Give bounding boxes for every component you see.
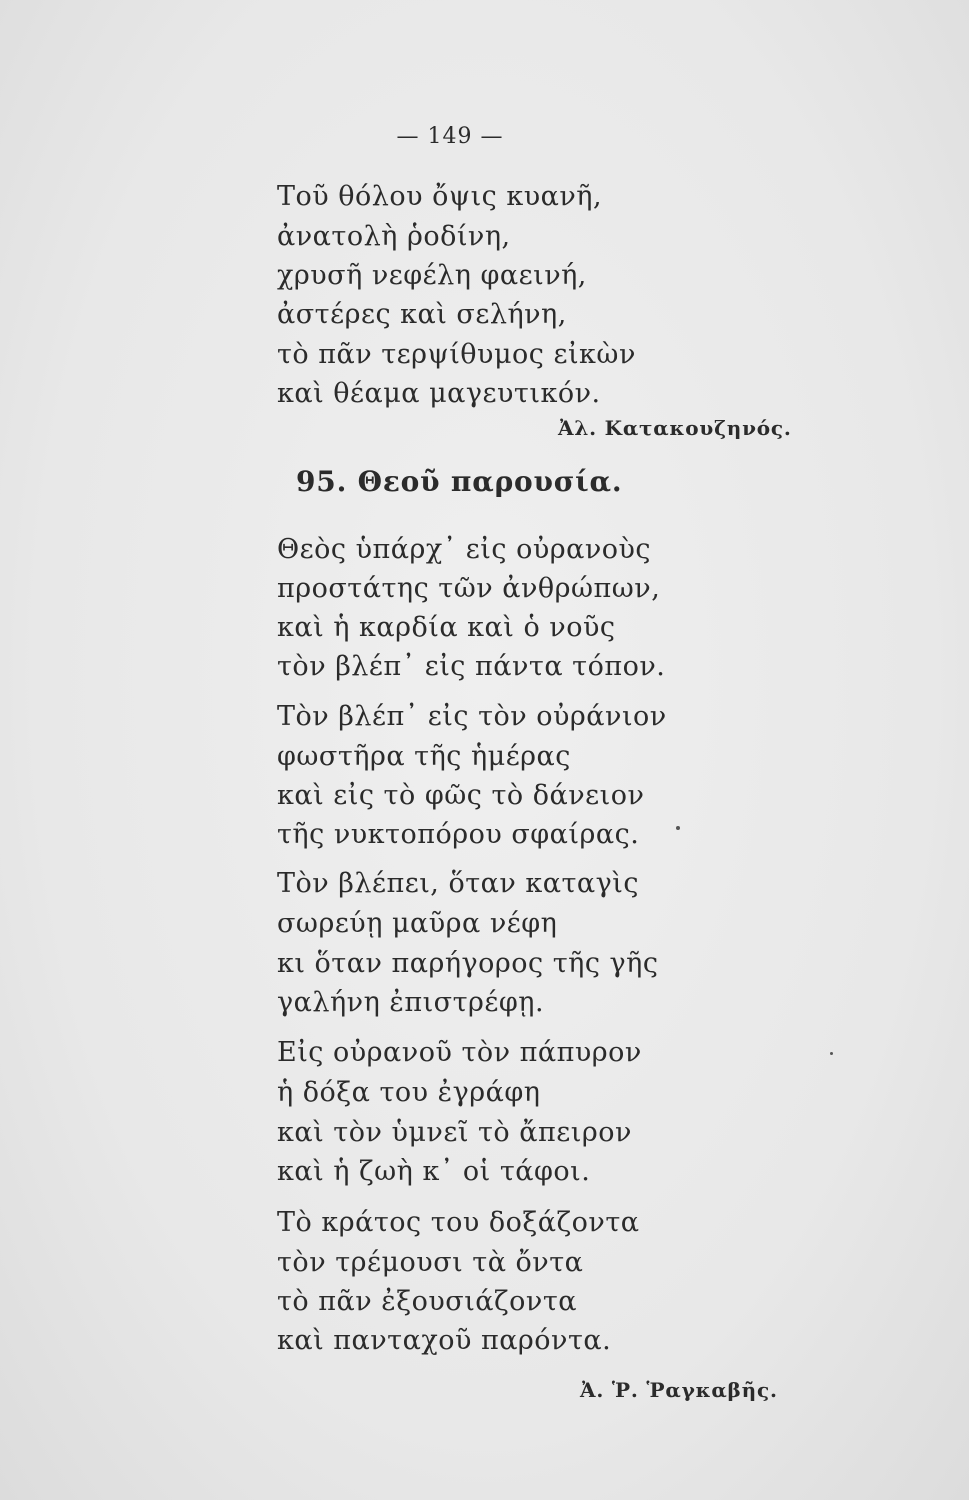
poem-line: χρυσῆ νεφέλη φαεινή, [277, 260, 587, 291]
poem-line: προστάτης τῶν ἀνθρώπων, [277, 573, 661, 604]
print-speck [676, 826, 680, 830]
poem-line: σωρεύῃ μαῦρα νέφη [277, 908, 558, 939]
poem-line: τὸν βλέπ᾽ εἰς πάντα τόπον. [277, 651, 666, 682]
poem-line: καὶ θέαμα μαγευτικόν. [277, 378, 601, 409]
poem-line: φωστῆρα τῆς ἡμέρας [277, 741, 571, 772]
poem-line: ἀνατολὴ ῥοδίνη, [277, 221, 511, 252]
poem-one-author: Ἀλ. Κατακουζηνός. [558, 416, 792, 440]
poem-line: τὸ πᾶν ἐξουσιάζοντα [277, 1286, 578, 1317]
poem-line: Τοῦ θόλου ὄψις κυανῆ, [277, 181, 603, 212]
poem-line: ἀστέρες καὶ σελήνη, [277, 299, 567, 330]
poem-line: Θεὸς ὑπάρχ᾽ εἰς οὐρανοὺς [277, 534, 652, 565]
poem-title: 95. Θεοῦ παρουσία. [296, 465, 623, 498]
poem-line: γαλήνη ἐπιστρέφῃ. [277, 987, 545, 1018]
poem-line: καὶ πανταχοῦ παρόντα. [277, 1325, 612, 1356]
poem-line: Τὸν βλέπει, ὅταν καταγὶς [277, 868, 639, 899]
poem-line: τὸ πᾶν τερψίθυμος εἰκὼν [277, 339, 636, 370]
poem-line: τὸν τρέμουσι τὰ ὄντα [277, 1247, 584, 1278]
poem-line: καὶ ἡ ζωὴ κ᾽ οἱ τάφοι. [277, 1156, 591, 1187]
page-number: — 149 — [396, 124, 504, 149]
poem-line: κι ὅταν παρήγορος τῆς γῆς [277, 948, 659, 979]
poem-line: Εἰς οὐρανοῦ τὸν πάπυρον [277, 1037, 642, 1068]
poem-line: ἡ δόξα του ἐγράφη [277, 1077, 541, 1108]
poem-line: Τὸν βλέπ᾽ εἰς τὸν οὐράνιον [277, 701, 667, 732]
poem-line: καὶ εἰς τὸ φῶς τὸ δάνειον [277, 780, 645, 811]
poem-line: τῆς νυκτοπόρου σφαίρας. [277, 819, 640, 850]
poem-line: καὶ τὸν ὑμνεῖ τὸ ἄπειρον [277, 1117, 632, 1148]
poem-line: καὶ ἡ καρδία καὶ ὁ νοῦς [277, 612, 616, 643]
print-speck [830, 1052, 833, 1055]
poem-line: Τὸ κράτος του δοξάζοντα [277, 1207, 640, 1238]
poem-two-author: Ἀ. Ῥ. Ῥαγκαβῆς. [580, 1378, 778, 1402]
